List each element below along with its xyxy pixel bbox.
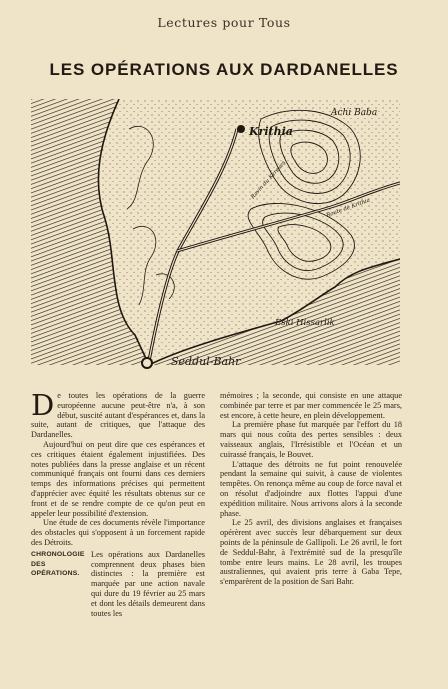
krithia-marker — [237, 125, 245, 133]
chronology-section — [31, 550, 205, 619]
paragraph: mémoires ; la seconde, qui consiste en une attaque combinée par terre et par mer commencée le 25 mars, est encore, à cette heure, en plein développement. — [220, 391, 402, 420]
left-column — [31, 388, 205, 618]
dardanelles-map — [31, 99, 400, 371]
paragraph: Une étude de ces documents révèle l'importance des obstacles qui s'opposent à un forcement rapide des Détroits. — [31, 518, 205, 547]
road-label: Route de Krithia — [325, 197, 371, 219]
intro-text: e toutes les opérations de la guerre européenne aucune peut-être n'a, à son début, suscité autant d'espérances et, dans la suite, autant de critiques, que l'attaque des Dardanelles. — [31, 391, 205, 440]
article-title: LES OPÉRATIONS AUX DARDANELLES — [49, 60, 399, 79]
dropcap: D — [31, 388, 55, 422]
right-column — [220, 391, 402, 587]
krithia-label: Krithia — [249, 125, 293, 138]
running-head: Lectures pour Tous — [157, 15, 291, 30]
paragraph: L'attaque des détroits ne fut point renouvelée pendant la semaine qui suivit, à cause de violentes tempêtes. On renonça même au coup de force naval et on résolut d'adjoindre aux flottes l'appui d'une expédition militaire. Nous arrivons alors à la seconde phase. — [220, 459, 402, 518]
achi-baba-label: Achi Baba — [331, 108, 378, 118]
intro-paragraph — [31, 388, 205, 440]
seddul-bahr-label: Seddul-Bahr — [171, 355, 241, 368]
paragraph: La première phase fut marquée par l'effort du 18 mars qui nous coûta des pertes sensibles : deux vaisseaux anglais, l'Irrésistible et l'Océan et un cuirassé français, le Bouvet. — [220, 420, 402, 459]
paragraph: Le 25 avril, des divisions anglaises et françaises opérèrent avec succès leur débarquement sur deux points de la péninsule de Gallipoli. Le 26 avril, le fort de Seddul-Bahr, à l'extrémité sud de la presqu'île tombe entre leurs mains. Le 28 avril, les troupes australiennes, qui avaient pris terre à Gaba Tepe, s'emparèrent de la position de Sari Bahr. — [220, 518, 402, 587]
eski-hissarlik-label: Eski Hissarlik — [275, 318, 335, 328]
paragraph: Aujourd'hui on peut dire que ces espérances et ces critiques étaient également injustifiées. Des notes publiées dans la presse anglaise et un récent communiqué français ont fourni dans ces derniers temps des informations précises qui permettent d'apprécier avec équité les résultats obtenus sur ce front et de se rendre compte de ce qu'on peut en appeler leur possibilité d'extension. — [31, 439, 205, 518]
chronology-text: Les opérations aux Dardanelles comprennent deux phases bien distinctes : la première est marquée par une action navale qui dure du 19 février au 25 mars et dont les détails demeurent dans toutes les — [91, 549, 205, 618]
chronology-heading: CHRONOLOGIE DES OPÉRATIONS. — [31, 550, 85, 578]
seddul-bahr-marker — [142, 358, 152, 368]
ravine-label: Ravin du Kereves — [250, 160, 288, 201]
